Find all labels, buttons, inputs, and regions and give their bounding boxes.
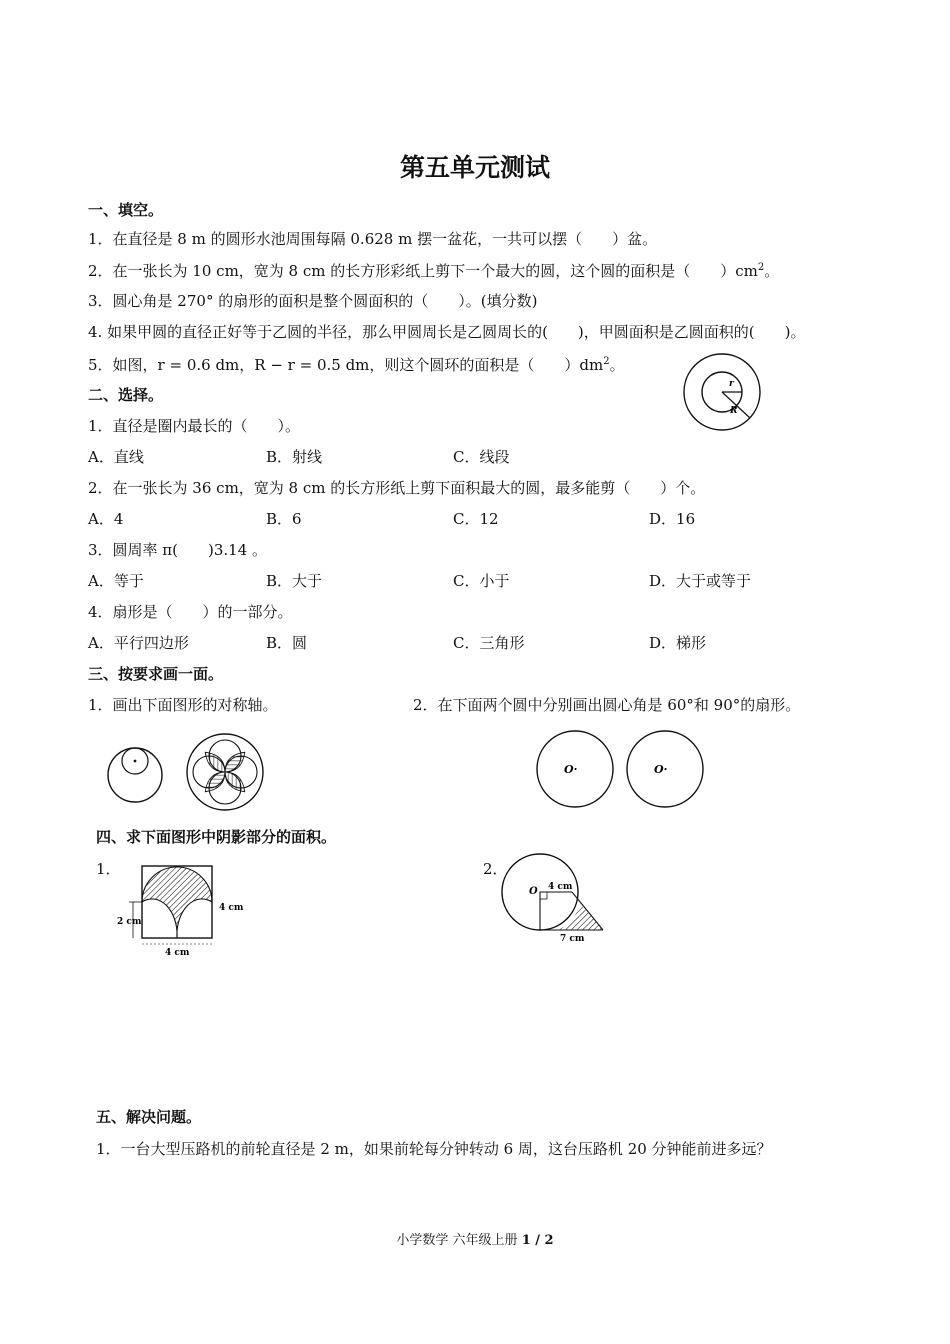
shaded-figure-1 xyxy=(115,860,250,960)
fill-question-4: 4. 如果甲圆的直径正好等于乙圆的半径，那么甲圆周长是乙圆周长的( )，甲圆面积是乙圆面积的( )。 xyxy=(88,323,806,341)
fill-question-1: 1．在直径是 8 m 的圆形水池周围每隔 0.628 m 摆一盆花，一共可以摆（ ）盆。 xyxy=(88,230,658,248)
choice-1-option-b: B．射线 xyxy=(266,448,323,466)
sector-circle-60 xyxy=(533,728,617,810)
draw-question-1: 1．画出下面图形的对称轴。 xyxy=(88,696,278,714)
solve-question-1: 1．一台大型压路机的前轮直径是 2 m，如果前轮每分钟转动 6 周，这台压路机 20 分钟能前进多远？ xyxy=(96,1140,772,1158)
symmetry-figure-petals xyxy=(183,730,267,814)
fill-question-3: 3．圆心角是 270° 的扇形的面积是整个圆面积的（ ）。(填分数) xyxy=(88,292,538,310)
fig1-side-label: 4 cm xyxy=(219,903,244,913)
choice-3-option-a: A．等于 xyxy=(88,572,144,590)
choice-3-option-b: B．大于 xyxy=(266,572,323,590)
fig1-left-label: 2 cm xyxy=(117,917,142,927)
fig2-radius-label: 4 cm xyxy=(548,882,573,892)
page-footer: 小学数学 六年级上册 1 / 2 xyxy=(396,1233,554,1248)
center-label-1: O· xyxy=(564,763,578,776)
section-heading-shaded: 四、求下面图形中阴影部分的面积。 xyxy=(96,828,337,846)
choice-4-option-a: A．平行四边形 xyxy=(88,634,189,652)
choice-4-option-c: C．三角形 xyxy=(453,634,525,652)
shaded-question-1: 1． xyxy=(96,860,121,878)
sector-circle-90 xyxy=(623,728,707,810)
shaded-figure-2 xyxy=(498,850,613,945)
fill-question-5: 5．如图，r = 0.6 dm，R − r = 0.5 dm，则这个圆环的面积是（ ）$dm^2$。 xyxy=(88,356,625,374)
fig2-base-label: 7 cm xyxy=(560,934,585,944)
ring-label-R: R xyxy=(730,406,738,416)
page-number: 1 / 2 xyxy=(521,1233,554,1248)
fig1-bottom-label: 4 cm xyxy=(165,948,190,958)
page-title: 第五单元测试 xyxy=(399,153,550,182)
choice-1-option-a: A．直线 xyxy=(88,448,144,466)
choice-question-4: 4．扇形是（ ）的一部分。 xyxy=(88,603,293,621)
shaded-question-2: 2． xyxy=(483,860,508,878)
symmetry-figure-circles xyxy=(105,743,165,807)
choice-2-option-a: A．4 xyxy=(88,510,124,528)
choice-question-2: 2．在一张长为 36 cm，宽为 8 cm 的长方形纸上剪下面积最大的圆，最多能剪（ ）个。 xyxy=(88,479,706,497)
choice-2-option-d: D．16 xyxy=(649,510,696,528)
draw-question-2: 2．在下面两个圆中分别画出圆心角是 60°和 90°的扇形。 xyxy=(413,696,801,714)
choice-4-option-d: D．梯形 xyxy=(649,634,707,652)
fill-question-2: 2．在一张长为 10 cm，宽为 8 cm 的长方形彩纸上剪下一个最大的圆，这个圆的面积是（ ）$cm^2$。 xyxy=(88,262,780,280)
ring-figure xyxy=(680,350,766,436)
choice-1-option-c: C．线段 xyxy=(453,448,510,466)
choice-2-option-b: B．6 xyxy=(266,510,302,528)
choice-question-3: 3．圆周率 π( )3.14 。 xyxy=(88,541,268,559)
choice-question-1: 1．直径是圈内最长的（ ）。 xyxy=(88,417,301,435)
center-label-2: O· xyxy=(654,763,668,776)
choice-4-option-b: B．圆 xyxy=(266,634,308,652)
section-heading-draw: 三、按要求画一面。 xyxy=(88,665,224,683)
choice-2-option-c: C．12 xyxy=(453,510,499,528)
fig2-center-label: O xyxy=(529,886,538,897)
section-heading-solve: 五、解决问题。 xyxy=(96,1108,202,1126)
choice-3-option-d: D．大于或等于 xyxy=(649,572,752,590)
choice-3-option-c: C．小于 xyxy=(453,572,510,590)
section-heading-choice: 二、选择。 xyxy=(88,386,164,404)
ring-label-r: r xyxy=(729,379,734,389)
section-heading-fill: 一、填空。 xyxy=(88,201,164,219)
